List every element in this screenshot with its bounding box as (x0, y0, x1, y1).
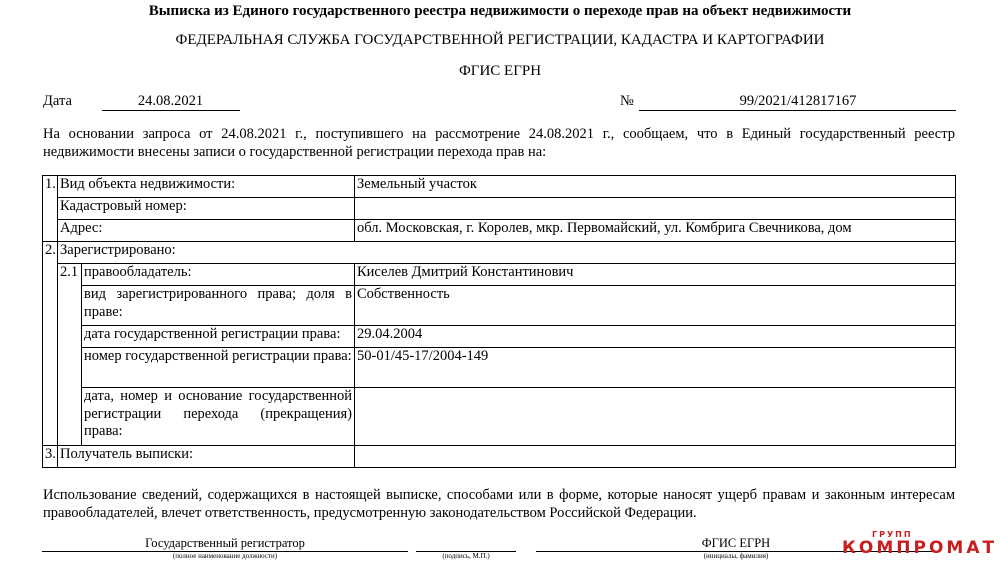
subrow-number: 2.1 (58, 264, 82, 446)
table-row (43, 220, 956, 242)
registration-date-label: дата государственной регистрации права: (82, 326, 355, 348)
sign-line (416, 536, 516, 552)
date-label: Дата (43, 93, 72, 109)
position-caption: (полное наименование должности) (172, 552, 278, 560)
system-name: ФГИС ЕГРН (458, 63, 542, 79)
object-type-label: Вид объекта недвижимости: (58, 176, 355, 198)
sign-caption: (подпись, М.П.) (442, 552, 490, 560)
transfer-basis-label: дата, номер и основание государственной регистрации перехода (прекращения) права: (82, 388, 355, 446)
registration-date-value: 29.04.2004 (355, 326, 956, 348)
owner-value: Киселев Дмитрий Константинович (355, 264, 956, 286)
signature-sign (416, 536, 516, 560)
signature-position (42, 536, 408, 560)
table-row (43, 176, 956, 198)
table-row (43, 286, 956, 326)
row-number: 3. (43, 446, 58, 468)
table-row (43, 242, 956, 264)
watermark-small: ГРУПП (872, 530, 913, 539)
rights-table (42, 175, 956, 468)
name-caption: (инициалы, фамилия) (703, 552, 769, 560)
registered-label: Зарегистрировано: (58, 242, 956, 264)
table-row (43, 446, 956, 468)
document-title: Выписка из Единого государственного реестра недвижимости о переходе прав на объект недвижимости (148, 3, 852, 19)
intro-paragraph: На основании запроса от 24.08.2021 г., поступившего на рассмотрение 24.08.2021 г., сообщаем, что в Единый государственный реестр недвижимости внесены записи о государственной регистрации перехода прав на: (43, 126, 955, 160)
address-label: Адрес: (58, 220, 355, 242)
right-type-label: вид зарегистрированного права; доля в праве: (82, 286, 355, 326)
transfer-basis-value (355, 388, 956, 446)
right-type-value: Собственность (355, 286, 956, 326)
row-number: 1. (43, 176, 58, 242)
cadastral-number-value (355, 198, 956, 220)
date-field (43, 93, 240, 111)
registration-number-label: номер государственной регистрации права: (82, 348, 355, 388)
number-value: 99/2021/412817167 (639, 93, 956, 111)
table-row (43, 348, 956, 388)
position-value: Государственный регистратор (42, 536, 408, 552)
number-label: № (620, 93, 634, 109)
object-type-value: Земельный участок (355, 176, 956, 198)
registration-number-value: 50-01/45-17/2004-149 (355, 348, 956, 388)
cadastral-number-label: Кадастровый номер: (58, 198, 355, 220)
owner-label: правообладатель: (82, 264, 355, 286)
table-row (43, 264, 956, 286)
table-row (43, 198, 956, 220)
table-row (43, 326, 956, 348)
liability-notice: Использование сведений, содержащихся в настоящей выписке, способами или в форме, которые наносят ущерб правам и законным интересам правообладателей, влечет ответственность, предусмотренную законодательством Российской Федерации. (43, 487, 955, 521)
number-field (620, 93, 956, 111)
name-value: ФГИС ЕГРН (536, 536, 936, 552)
table-row (43, 388, 956, 446)
recipient-label: Получатель выписки: (58, 446, 355, 468)
date-value: 24.08.2021 (102, 93, 240, 111)
row-number: 2. (43, 242, 58, 446)
agency-name: ФЕДЕРАЛЬНАЯ СЛУЖБА ГОСУДАРСТВЕННОЙ РЕГИСТРАЦИИ, КАДАСТРА И КАРТОГРАФИИ (175, 32, 825, 48)
watermark-logo: КОМПРОМАТ (842, 538, 998, 558)
address-value: обл. Московская, г. Королев, мкр. Первомайский, ул. Комбрига Свечникова, дом (355, 220, 956, 242)
recipient-value (355, 446, 956, 468)
